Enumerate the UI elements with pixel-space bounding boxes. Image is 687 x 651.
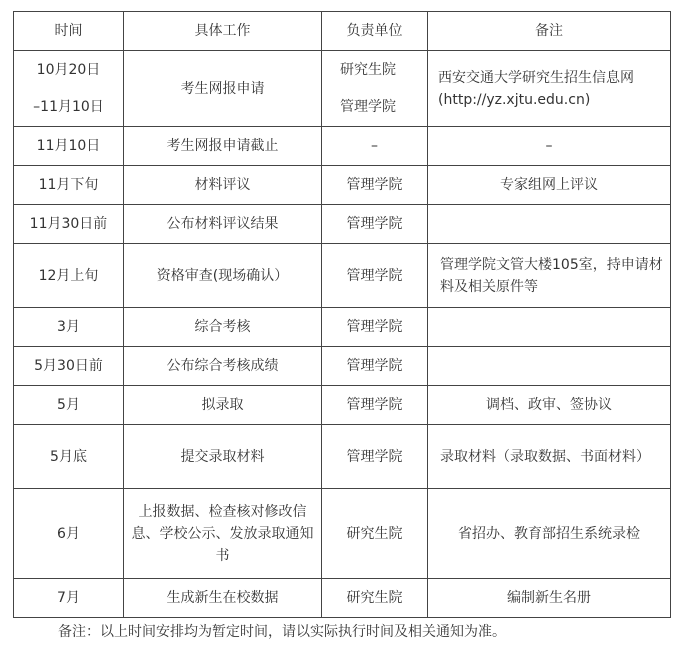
cell-note: 专家组网上评议: [428, 166, 671, 205]
header-time: 时间: [14, 12, 124, 51]
header-note: 备注: [428, 12, 671, 51]
cell-task: 拟录取: [124, 386, 322, 425]
cell-time: 5月: [14, 386, 124, 425]
table-body: [14, 51, 671, 618]
cell-task: 综合考核: [124, 308, 322, 347]
table-row: [14, 244, 671, 308]
footnote: 备注：以上时间安排均为暂定时间，请以实际执行时间及相关通知为准。: [58, 624, 506, 640]
cell-note: 管理学院文管大楼105室，持申请材料及相关原件等: [428, 244, 671, 308]
cell-unit: –: [322, 127, 428, 166]
cell-note: 编制新生名册: [428, 579, 671, 618]
cell-task: 公布材料评议结果: [124, 205, 322, 244]
cell-unit: 管理学院: [322, 425, 428, 489]
cell-time: 11月10日: [14, 127, 124, 166]
cell-unit: 管理学院: [322, 244, 428, 308]
schedule-table: [13, 11, 671, 618]
table-header-row: [14, 12, 671, 51]
cell-time: 11月30日前: [14, 205, 124, 244]
cell-task: 提交录取材料: [124, 425, 322, 489]
cell-unit: 研究生院: [322, 489, 428, 579]
cell-note: 调档、政审、签协议: [428, 386, 671, 425]
cell-task: 资格审查(现场确认）: [124, 244, 322, 308]
cell-time: 12月上旬: [14, 244, 124, 308]
header-task: 具体工作: [124, 12, 322, 51]
cell-time: 7月: [14, 579, 124, 618]
table-row: [14, 489, 671, 579]
cell-note: –: [428, 127, 671, 166]
table-row: [14, 425, 671, 489]
cell-task: 生成新生在校数据: [124, 579, 322, 618]
cell-task: 考生网报申请截止: [124, 127, 322, 166]
table-row: [14, 205, 671, 244]
cell-task: 材料评议: [124, 166, 322, 205]
cell-note: [428, 308, 671, 347]
cell-task: 上报数据、检查核对修改信息、学校公示、发放录取通知书: [124, 489, 322, 579]
cell-time: 6月: [14, 489, 124, 579]
cell-note: 录取材料（录取数据、书面材料）: [428, 425, 671, 489]
cell-unit: 研究生院 管理学院: [322, 51, 428, 127]
cell-unit: 管理学院: [322, 347, 428, 386]
header-unit: 负责单位: [322, 12, 428, 51]
table-row: [14, 579, 671, 618]
cell-note: [428, 205, 671, 244]
table-row: [14, 127, 671, 166]
cell-task: 公布综合考核成绩: [124, 347, 322, 386]
cell-unit: 研究生院: [322, 579, 428, 618]
table-row: [14, 347, 671, 386]
cell-unit: 管理学院: [322, 205, 428, 244]
cell-time: 5月底: [14, 425, 124, 489]
cell-note: 省招办、教育部招生系统录检: [428, 489, 671, 579]
table-row: [14, 166, 671, 205]
table-row: [14, 386, 671, 425]
cell-time: 10月20日 –11月10日: [14, 51, 124, 127]
cell-unit: 管理学院: [322, 166, 428, 205]
table-row: [14, 51, 671, 127]
cell-task: 考生网报申请: [124, 51, 322, 127]
cell-unit: 管理学院: [322, 386, 428, 425]
cell-time: 5月30日前: [14, 347, 124, 386]
cell-time: 11月下旬: [14, 166, 124, 205]
cell-unit: 管理学院: [322, 308, 428, 347]
table-row: [14, 308, 671, 347]
cell-note: 西安交通大学研究生招生信息网(http://yz.xjtu.edu.cn): [428, 51, 671, 127]
cell-time: 3月: [14, 308, 124, 347]
cell-note: [428, 347, 671, 386]
